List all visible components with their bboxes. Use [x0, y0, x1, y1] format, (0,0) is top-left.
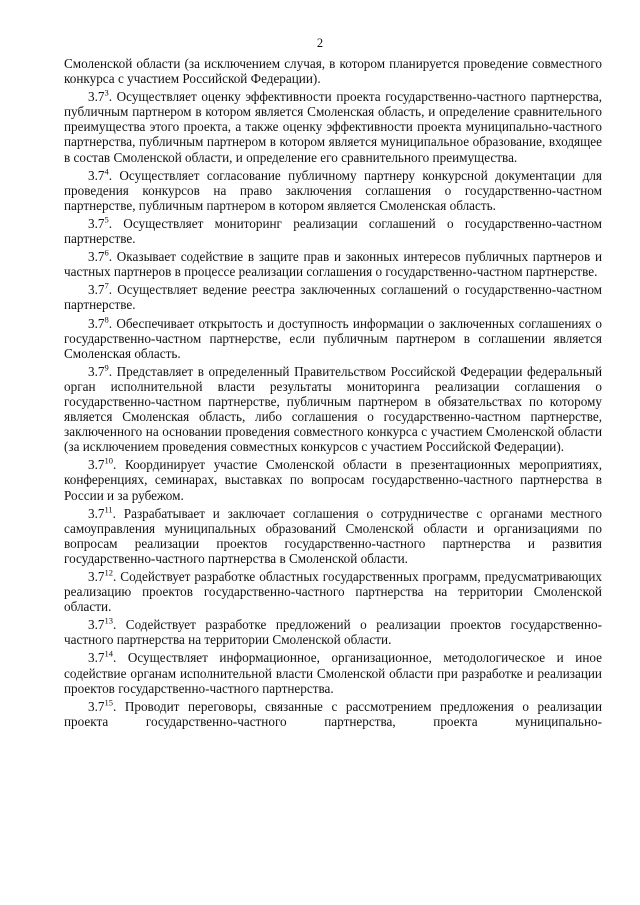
- document-body: [64, 56, 602, 732]
- clause-number: $3.7^4$.: [88, 166, 113, 183]
- clause-number: $3.7^3$.: [88, 87, 113, 105]
- clause-3-7-4: [64, 168, 602, 213]
- paragraph-continuation: [64, 56, 602, 86]
- paragraph-text: Обеспечивает открытость и доступность информации о заключенных соглашениях о государственно-частном партнерстве, если публичным партнером в соглашении является Смоленская область.: [64, 315, 602, 361]
- paragraph-text: Смоленской области (за исключением случая, в котором планируется проведение совместного конкурса с участием Российской Федерации).: [64, 56, 602, 87]
- clause-3-7-12: [64, 569, 602, 614]
- clause-number: $3.7^7$.: [88, 280, 113, 298]
- clause-3-7-8: [64, 316, 602, 361]
- clause-number: $3.7^8$.: [88, 314, 113, 331]
- clause-3-7-13: [64, 617, 602, 647]
- clause-3-7-10: [64, 457, 602, 502]
- clause-number: $3.7^{11}$.: [88, 504, 116, 521]
- paragraph-text: Осуществляет ведение реестра заключенных соглашений о государственно-частном партнерстве.: [64, 282, 603, 313]
- paragraph-text: Содействует разработке предложений о реализации проектов государственно-частного партнерства на территории Смоленской области.: [64, 617, 602, 648]
- clause-3-7-9: [64, 364, 602, 455]
- clause-number: $3.7^{13}$.: [88, 615, 117, 633]
- paragraph-text: Оказывает содействие в защите прав и законных интересов публичных партнеров и частных партнеров в процессе реализации соглашения о государственно-частном партнерстве.: [64, 249, 603, 280]
- clause-number: $3.7^{12}$.: [88, 567, 117, 584]
- clause-number: $3.7^5$.: [88, 214, 113, 231]
- paragraph-text: Проводит переговоры, связанные с рассмотрением предложения о реализации проекта государственно-частного партнерства, проекта муниципально-: [64, 698, 603, 729]
- clause-3-7-15: [64, 699, 602, 729]
- clause-number: $3.7^{10}$.: [88, 455, 117, 473]
- clause-3-7-11: [64, 506, 602, 566]
- page-number: 2: [316, 36, 324, 50]
- clause-3-7-3: [64, 89, 602, 164]
- clause-number: $3.7^{15}$.: [88, 697, 117, 714]
- paragraph-text: Представляет в определенный Правительством Российской Федерации федеральный орган исполнительной власти результаты мониторинга реализации соглашения о государственно-частном партнерстве, публичным партнером в обязательствах по которому является Смоленская область, либо соглашения о государственно-частном партнерстве, заключенного на основании проведения совместного конкурса с участием Смоленской области (за исключением проведения совместных конкурсов с участием Российской Федерации).: [64, 363, 602, 455]
- clause-number: $3.7^6$.: [88, 247, 113, 265]
- paragraph-text: Координирует участие Смоленской области в презентационных мероприятиях, конференциях, семинарах, выставках по вопросам государственно-частного партнерства в России и за рубежом.: [64, 457, 603, 503]
- paragraph-text: Осуществляет информационное, организационное, методологическое и иное содействие органам исполнительной власти Смоленской области при разработке и реализации проектов государственно-частного партнерства.: [64, 650, 603, 696]
- clause-number: $3.7^{14}$.: [88, 649, 117, 666]
- paragraph-text: Разрабатывает и заключает соглашения о сотрудничестве с органами местного самоуправления муниципальных образований Смоленской области и организациями по вопросам реализации проектов государственно-частного партнерства и развития государственно-частного партнерства в Смоленской области.: [64, 505, 602, 566]
- paragraph-text: Осуществляет оценку эффективности проекта государственно-частного партнерства, публичным партнером в котором является Смоленская область, и определение сравнительного преимущества этого проекта, а также оценку эффективности проекта муниципально-частного партнерства, публичным партнером в котором является муниципальное образование, входящее в состав Смоленской области, и определение его сравнительного преимущества.: [64, 89, 602, 165]
- clause-3-7-6: [64, 249, 602, 279]
- paragraph-text: Содействует разработке областных государственных программ, предусматривающих реализацию проектов государственно-частного партнерства на территории Смоленской области.: [64, 569, 603, 615]
- clause-number: $3.7^9$.: [88, 362, 113, 379]
- clause-3-7-14: [64, 650, 602, 695]
- clause-3-7-5: [64, 216, 602, 246]
- paragraph-text: Осуществляет согласование публичному партнеру конкурсной документации для проведения конкурсов на право заключения соглашения о государственно-частном партнерстве, публичным партнером в котором является Смоленская область.: [64, 167, 602, 213]
- clause-3-7-7: [64, 282, 602, 312]
- paragraph-text: Осуществляет мониторинг реализации соглашений о государственно-частном партнерстве.: [64, 215, 603, 247]
